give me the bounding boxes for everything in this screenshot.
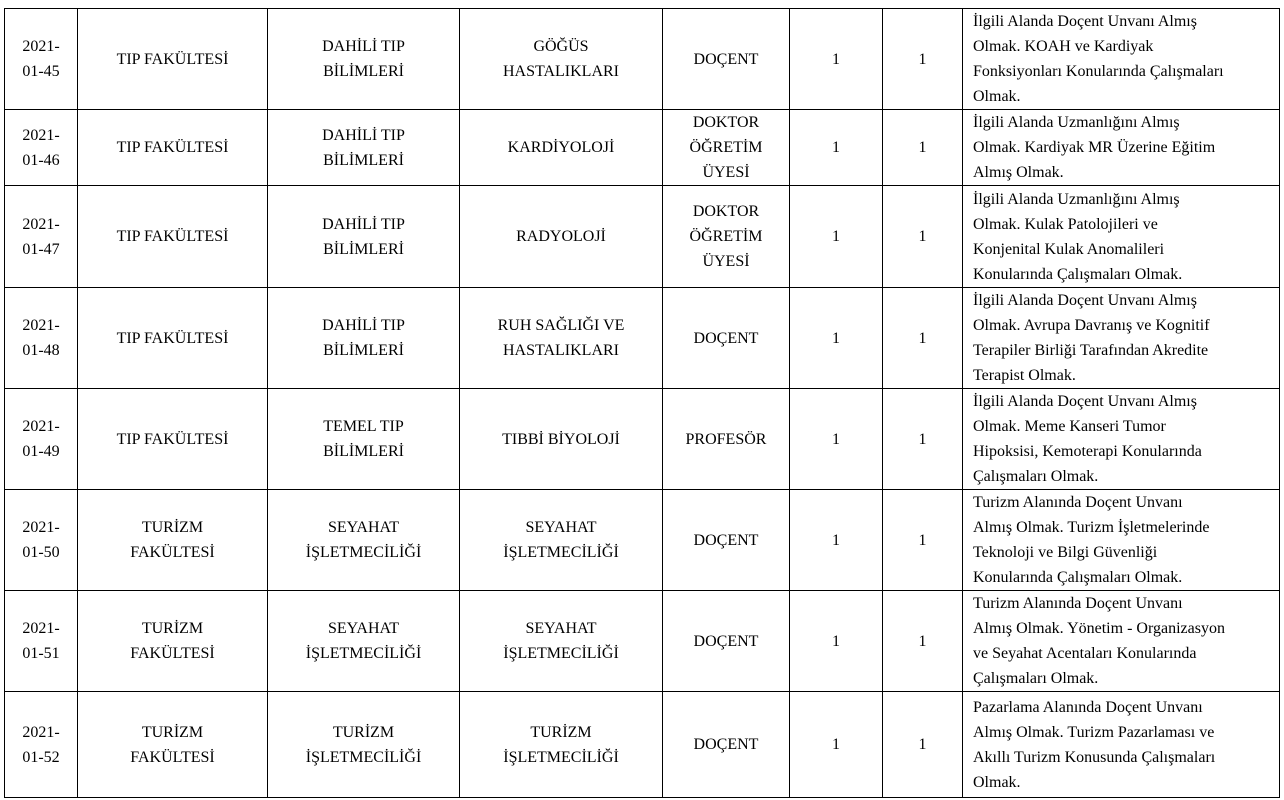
table-row	[5, 110, 1280, 186]
academic-title-cell: DOÇENT	[663, 692, 790, 798]
degree-count-cell: 1	[790, 490, 883, 591]
department-cell: DAHİLİ TIP BİLİMLERİ	[268, 288, 460, 389]
positions-table	[4, 8, 1280, 798]
table-row	[5, 490, 1280, 591]
position-count-cell: 1	[883, 110, 963, 186]
degree-count-cell: 1	[790, 288, 883, 389]
program-cell: GÖĞÜS HASTALIKLARI	[460, 9, 663, 110]
table-row	[5, 288, 1280, 389]
faculty-cell: TIP FAKÜLTESİ	[78, 288, 268, 389]
degree-count-cell: 1	[790, 389, 883, 490]
faculty-cell: TIP FAKÜLTESİ	[78, 186, 268, 288]
faculty-cell: TURİZM FAKÜLTESİ	[78, 490, 268, 591]
requirements-cell: İlgili Alanda Doçent Unvanı Almış Olmak. Avrupa Davranış ve Kognitif Terapiler Birliği Tarafından Akredite Terapist Olmak.	[963, 288, 1280, 389]
faculty-cell: TIP FAKÜLTESİ	[78, 110, 268, 186]
academic-title-cell: DOKTOR ÖĞRETİM ÜYESİ	[663, 110, 790, 186]
department-cell: SEYAHAT İŞLETMECİLİĞİ	[268, 591, 460, 692]
table-row	[5, 389, 1280, 490]
position-count-cell: 1	[883, 490, 963, 591]
program-cell: TIBBİ BİYOLOJİ	[460, 389, 663, 490]
table-row	[5, 9, 1280, 110]
position-count-cell: 1	[883, 692, 963, 798]
table-row	[5, 186, 1280, 288]
faculty-cell: TIP FAKÜLTESİ	[78, 9, 268, 110]
program-cell: SEYAHAT İŞLETMECİLİĞİ	[460, 591, 663, 692]
position-code: 2021- 01-50	[5, 490, 78, 591]
faculty-cell: TURİZM FAKÜLTESİ	[78, 591, 268, 692]
requirements-cell: Pazarlama Alanında Doçent Unvanı Almış Olmak. Turizm Pazarlaması ve Akıllı Turizm Konusunda Çalışmaları Olmak.	[963, 692, 1280, 798]
academic-title-cell: DOÇENT	[663, 288, 790, 389]
requirements-cell: İlgili Alanda Uzmanlığını Almış Olmak. Kardiyak MR Üzerine Eğitim Almış Olmak.	[963, 110, 1280, 186]
department-cell: DAHİLİ TIP BİLİMLERİ	[268, 9, 460, 110]
program-cell: SEYAHAT İŞLETMECİLİĞİ	[460, 490, 663, 591]
department-cell: SEYAHAT İŞLETMECİLİĞİ	[268, 490, 460, 591]
table-row	[5, 591, 1280, 692]
position-code: 2021- 01-48	[5, 288, 78, 389]
academic-title-cell: PROFESÖR	[663, 389, 790, 490]
degree-count-cell: 1	[790, 186, 883, 288]
faculty-cell: TIP FAKÜLTESİ	[78, 389, 268, 490]
program-cell: KARDİYOLOJİ	[460, 110, 663, 186]
department-cell: TURİZM İŞLETMECİLİĞİ	[268, 692, 460, 798]
position-code: 2021- 01-51	[5, 591, 78, 692]
position-code: 2021- 01-52	[5, 692, 78, 798]
department-cell: TEMEL TIP BİLİMLERİ	[268, 389, 460, 490]
academic-title-cell: DOÇENT	[663, 490, 790, 591]
program-cell: RUH SAĞLIĞI VE HASTALIKLARI	[460, 288, 663, 389]
academic-title-cell: DOKTOR ÖĞRETİM ÜYESİ	[663, 186, 790, 288]
position-code: 2021- 01-47	[5, 186, 78, 288]
degree-count-cell: 1	[790, 110, 883, 186]
program-cell: RADYOLOJİ	[460, 186, 663, 288]
position-count-cell: 1	[883, 186, 963, 288]
requirements-cell: İlgili Alanda Doçent Unvanı Almış Olmak. Meme Kanseri Tumor Hipoksisi, Kemoterapi Konularında Çalışmaları Olmak.	[963, 389, 1280, 490]
program-cell: TURİZM İŞLETMECİLİĞİ	[460, 692, 663, 798]
position-count-cell: 1	[883, 389, 963, 490]
requirements-cell: Turizm Alanında Doçent Unvanı Almış Olmak. Yönetim - Organizasyon ve Seyahat Acentaları Konularında Çalışmaları Olmak.	[963, 591, 1280, 692]
academic-title-cell: DOÇENT	[663, 591, 790, 692]
position-count-cell: 1	[883, 591, 963, 692]
position-code: 2021- 01-46	[5, 110, 78, 186]
faculty-cell: TURİZM FAKÜLTESİ	[78, 692, 268, 798]
degree-count-cell: 1	[790, 692, 883, 798]
department-cell: DAHİLİ TIP BİLİMLERİ	[268, 186, 460, 288]
requirements-cell: Turizm Alanında Doçent Unvanı Almış Olmak. Turizm İşletmelerinde Teknoloji ve Bilgi Güvenliği Konularında Çalışmaları Olmak.	[963, 490, 1280, 591]
requirements-cell: İlgili Alanda Uzmanlığını Almış Olmak. Kulak Patolojileri ve Konjenital Kulak Anomalileri Konularında Çalışmaları Olmak.	[963, 186, 1280, 288]
academic-title-cell: DOÇENT	[663, 9, 790, 110]
requirements-cell: İlgili Alanda Doçent Unvanı Almış Olmak. KOAH ve Kardiyak Fonksiyonları Konularında Çalışmaları Olmak.	[963, 9, 1280, 110]
position-code: 2021- 01-49	[5, 389, 78, 490]
degree-count-cell: 1	[790, 9, 883, 110]
table-row	[5, 692, 1280, 798]
position-count-cell: 1	[883, 288, 963, 389]
department-cell: DAHİLİ TIP BİLİMLERİ	[268, 110, 460, 186]
position-count-cell: 1	[883, 9, 963, 110]
position-code: 2021- 01-45	[5, 9, 78, 110]
degree-count-cell: 1	[790, 591, 883, 692]
